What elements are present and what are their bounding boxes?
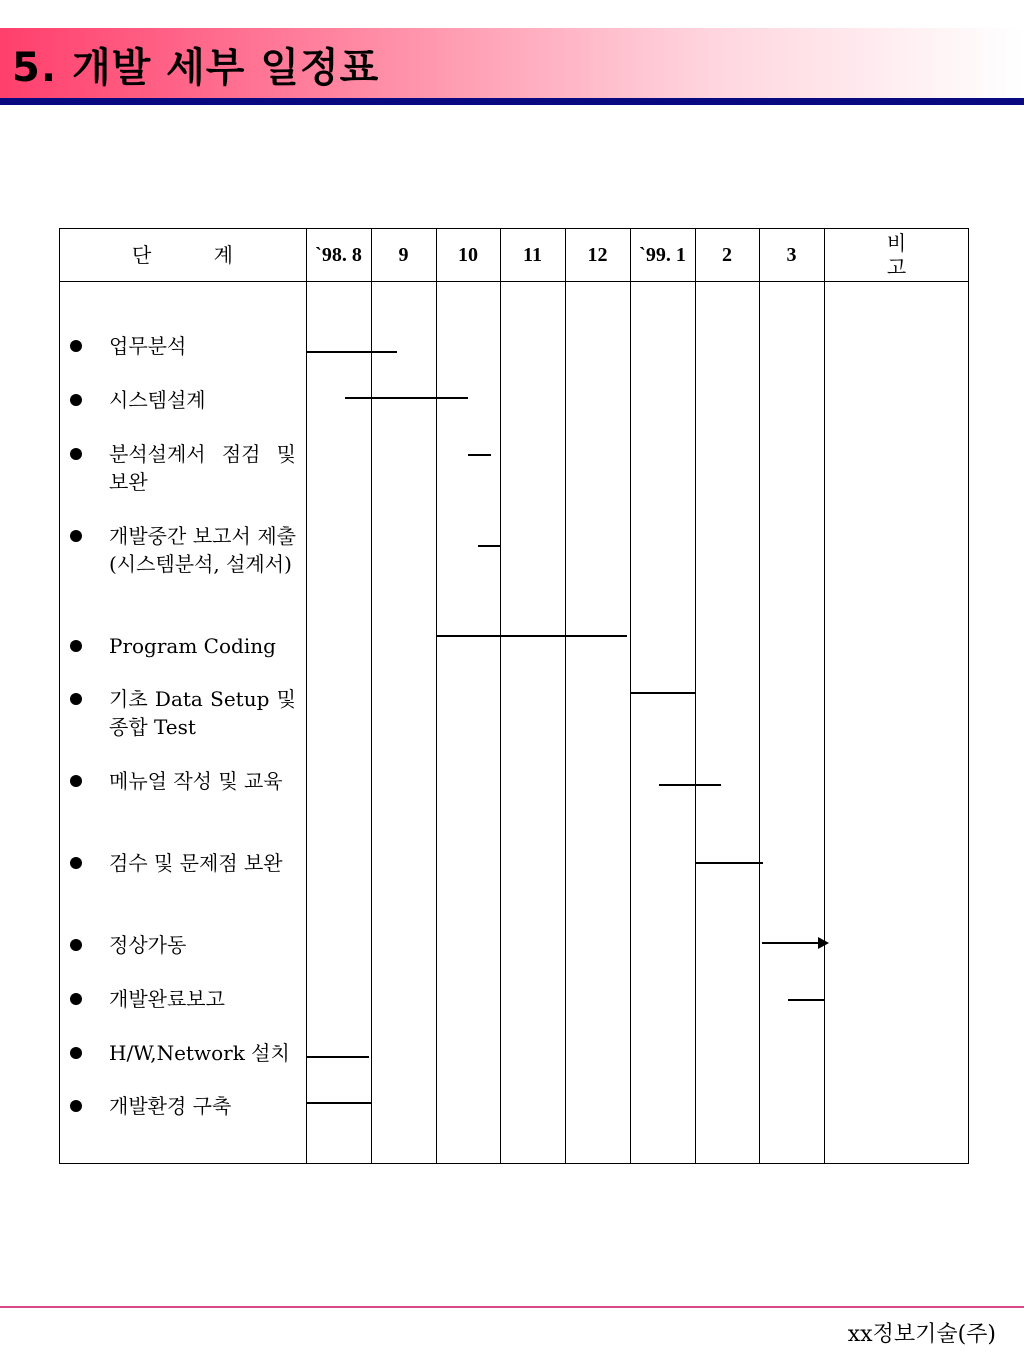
task-label: Program Coding <box>109 634 276 658</box>
task-label: 메뉴얼 작성 및 교육 <box>109 769 283 793</box>
bullet-icon <box>70 530 82 542</box>
header-month: 10 <box>458 243 478 266</box>
header-month: `99. 1 <box>639 243 686 266</box>
schedule-bar <box>345 397 468 399</box>
schedule-bar <box>306 1102 371 1104</box>
column-line <box>500 228 501 1164</box>
task-label: 검수 및 문제점 보완 <box>109 851 283 875</box>
task-label: 시스템설계 <box>109 388 206 412</box>
column-line <box>371 228 372 1164</box>
header-stage: 단 계 <box>132 242 261 267</box>
task-label: 개발완료보고 <box>109 987 225 1011</box>
bullet-icon <box>70 993 82 1005</box>
bullet-icon <box>70 448 82 460</box>
footer-rule <box>0 1306 1024 1308</box>
schedule-bar <box>306 1056 369 1058</box>
bullet-icon <box>70 340 82 352</box>
page-title: 5. 개발 세부 일정표 <box>12 45 380 91</box>
column-line <box>695 228 696 1164</box>
header-month: 9 <box>398 243 409 266</box>
task-label: 정상가동 <box>109 933 187 957</box>
column-line <box>630 228 631 1164</box>
column-line <box>436 228 437 1164</box>
header-remark: 비 고 <box>886 230 935 279</box>
task-label: 업무분석 <box>109 334 187 358</box>
column-line <box>565 228 566 1164</box>
header-month: 11 <box>523 243 542 266</box>
schedule-bar <box>659 784 721 786</box>
bullet-icon <box>70 1100 82 1112</box>
bullet-icon <box>70 693 82 705</box>
column-line <box>759 228 760 1164</box>
bullet-icon <box>70 394 82 406</box>
schedule-bar <box>630 692 695 694</box>
task-label: 분석설계서 점검 및 보완 <box>109 442 296 494</box>
bullet-icon <box>70 857 82 869</box>
header-month: 2 <box>722 243 732 266</box>
schedule-bar <box>468 454 491 456</box>
bullet-icon <box>70 640 82 652</box>
bullet-icon <box>70 775 82 787</box>
arrow-head-icon <box>818 937 829 949</box>
bullet-icon <box>70 939 82 951</box>
schedule-bar <box>788 999 824 1001</box>
task-label: 개발환경 구축 <box>109 1094 232 1118</box>
column-line <box>824 228 825 1164</box>
task-label: H/W,Network 설치 <box>109 1041 290 1065</box>
task-label: 개발중간 보고서 제출(시스템분석, 설계서) <box>109 524 296 576</box>
header-month: `98. 8 <box>315 243 362 266</box>
footer-company: xx정보기술(주) <box>847 1322 996 1347</box>
column-line <box>306 228 307 1164</box>
header-divider <box>59 281 969 282</box>
schedule-bar <box>436 635 627 637</box>
header-month: 12 <box>587 243 608 266</box>
title-underline <box>0 98 1024 105</box>
schedule-bar <box>695 862 763 864</box>
bullet-icon <box>70 1047 82 1059</box>
header-month: 3 <box>786 243 797 266</box>
task-label: 기초 Data Setup 및 종합 Test <box>109 687 296 739</box>
schedule-bar <box>478 545 501 547</box>
schedule-bar <box>762 942 824 944</box>
schedule-bar <box>306 351 397 353</box>
